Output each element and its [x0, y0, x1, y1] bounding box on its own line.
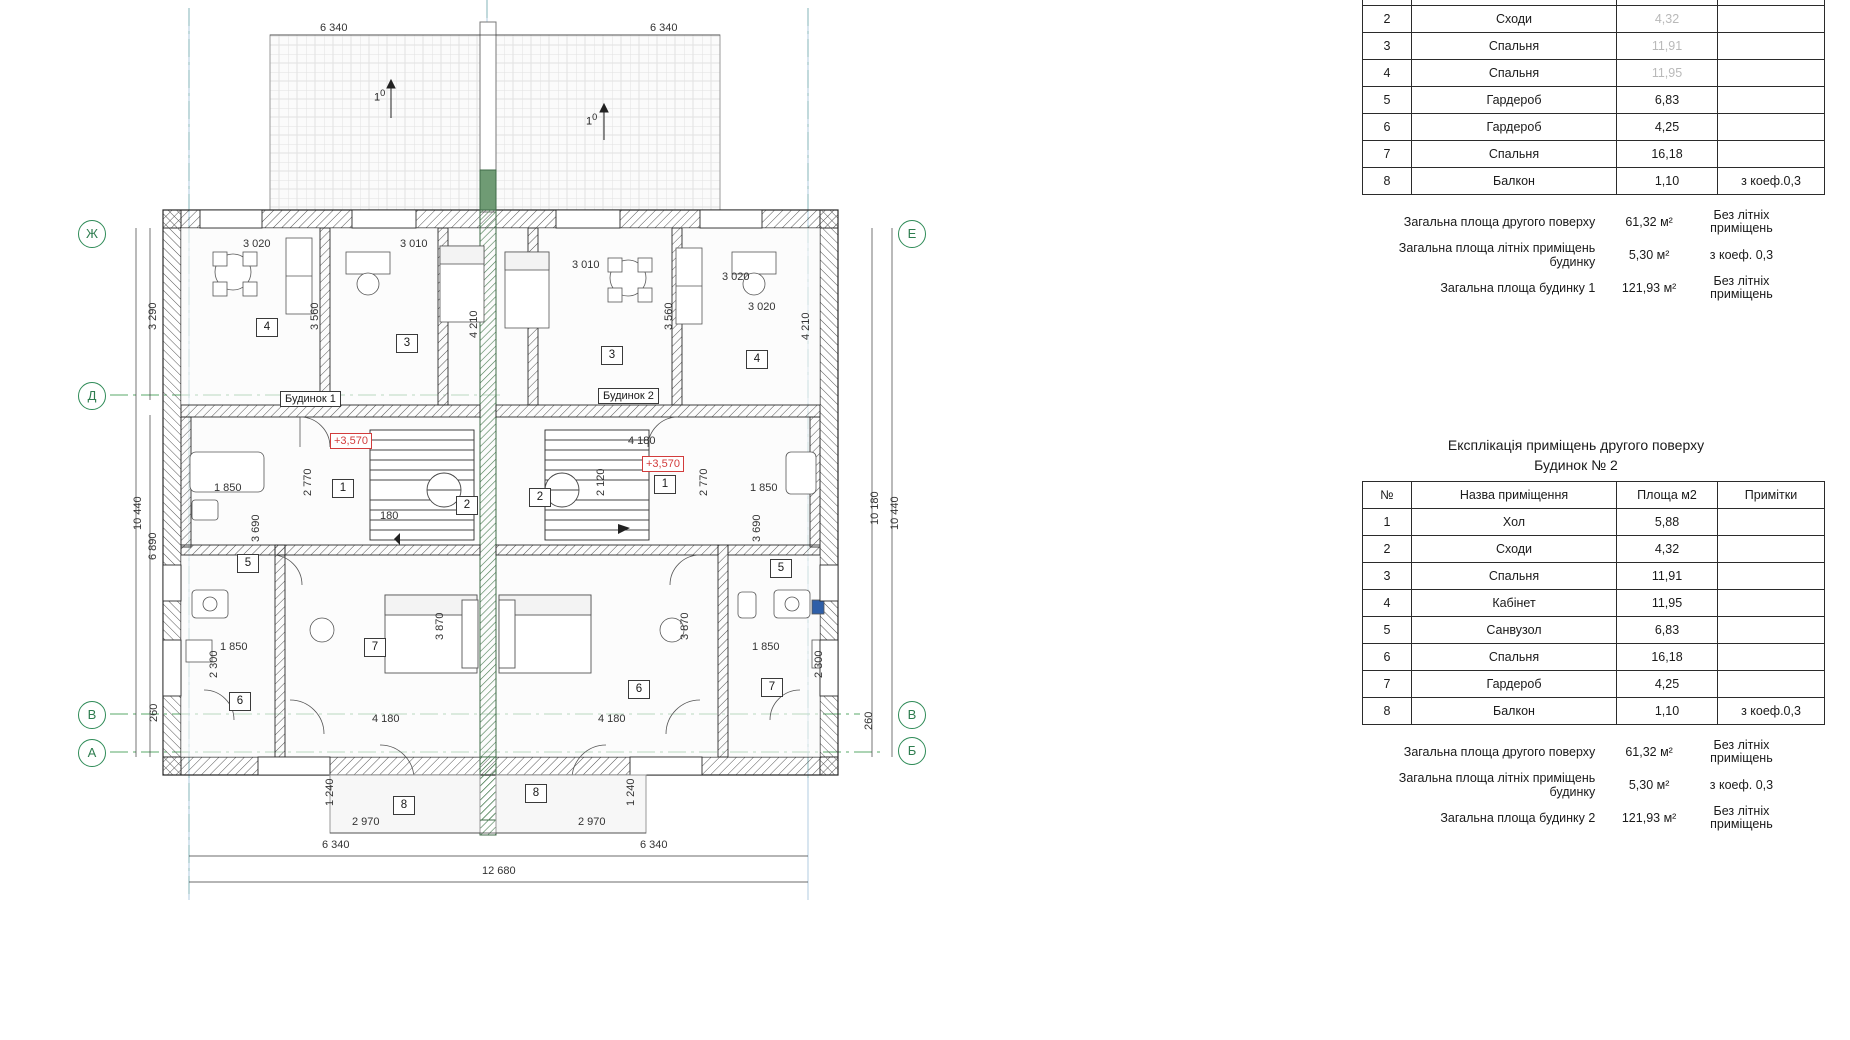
cell-name: Спальня — [1412, 60, 1617, 87]
cell-name: Гардероб — [1412, 114, 1617, 141]
room-number-5a: 5 — [237, 554, 259, 573]
table-row — [1363, 536, 1825, 563]
level-tag-house2: +3,570 — [642, 456, 684, 472]
cell-note — [1718, 644, 1825, 671]
room-number-3b: 3 — [601, 346, 623, 365]
table-row — [1363, 87, 1825, 114]
cell-num: 6 — [1363, 644, 1412, 671]
dim-top-right: 6 340 — [650, 22, 678, 34]
axis-bubble-v-left: В — [78, 701, 106, 729]
cell-num: 4 — [1363, 60, 1412, 87]
summary-row — [1362, 771, 1792, 799]
table-row — [1363, 114, 1825, 141]
cell-note — [1718, 617, 1825, 644]
dim-inner-180: 180 — [380, 510, 399, 522]
room-number-4b: 4 — [746, 350, 768, 369]
cell-area: 4,25 — [1617, 671, 1718, 698]
dim-inner-3020-a: 3 020 — [243, 238, 271, 250]
cell-area: 4,32 — [1617, 6, 1718, 33]
summary-note: Без літніх приміщень — [1710, 208, 1773, 235]
room-number-6a: 6 — [229, 692, 251, 711]
cell-note — [1718, 60, 1825, 87]
summary-value: 61,32 м² — [1625, 215, 1673, 229]
cell-name: Спальня — [1412, 563, 1617, 590]
explication-house-2 — [1362, 435, 1825, 837]
dim-bottom-4180-b: 4 180 — [598, 713, 626, 725]
summary-note: з коеф. 0,3 — [1709, 777, 1774, 792]
summary-row — [1362, 739, 1792, 765]
dim-v-3560-b: 3 560 — [663, 302, 675, 330]
summary-value: 121,93 м² — [1621, 811, 1677, 825]
cell-num: 2 — [1363, 536, 1412, 563]
dim-inner-3020-b: 3 020 — [722, 271, 750, 283]
summary-row — [1362, 209, 1792, 235]
room-number-1b: 1 — [654, 475, 676, 494]
explication-title-2-line1: Експлікація приміщень другого поверху — [1447, 437, 1705, 453]
table-row — [1363, 644, 1825, 671]
dim-v-4210-b: 4 210 — [800, 312, 812, 340]
dim-v-3690-b: 3 690 — [751, 514, 763, 542]
summary-label: Загальна площа другого поверху — [1403, 215, 1596, 229]
summary-row — [1362, 241, 1792, 269]
cell-name: Спальня — [1412, 644, 1617, 671]
cell-num: 8 — [1363, 698, 1412, 725]
explication-house-1 — [1362, 0, 1825, 307]
summary-value: 5,30 м² — [1628, 248, 1670, 262]
dim-bottom-4180-a: 4 180 — [372, 713, 400, 725]
cell-area: 6,83 — [1617, 617, 1718, 644]
axis-bubble-v-right: В — [898, 701, 926, 729]
room-number-2b: 2 — [529, 488, 551, 507]
cell-area: 1,10 — [1617, 168, 1718, 195]
table-row — [1363, 671, 1825, 698]
cell-area: 11,95 — [1617, 60, 1718, 87]
cell-note: з коеф.0,3 — [1718, 698, 1825, 725]
dim-v-1240-b: 1 240 — [625, 778, 637, 806]
cell-area: 11,95 — [1617, 590, 1718, 617]
cell-area: 4,32 — [1617, 536, 1718, 563]
table-row — [1363, 590, 1825, 617]
cell-note — [1718, 671, 1825, 698]
cell-note — [1718, 33, 1825, 60]
summary-note: з коеф. 0,3 — [1709, 247, 1774, 262]
slope-label-2: $1^0$ — [586, 112, 598, 128]
room-number-7b: 7 — [761, 678, 783, 697]
dim-bottom-2970-b: 2 970 — [578, 816, 606, 828]
table-row — [1363, 617, 1825, 644]
dim-inner-3010-a: 3 010 — [400, 238, 428, 250]
summary-value: 5,30 м² — [1628, 778, 1670, 792]
cell-name: Спальня — [1412, 33, 1617, 60]
cell-num: 8 — [1363, 168, 1412, 195]
dim-inner-1850-b: 1 850 — [750, 482, 778, 494]
house-label-2: Будинок 2 — [598, 388, 659, 404]
dim-v-10180: 10 180 — [869, 491, 881, 525]
summary-row — [1362, 805, 1792, 831]
cell-note — [1718, 141, 1825, 168]
table-row — [1363, 33, 1825, 60]
summary-label: Загальна площа літніх приміщень будинку — [1398, 241, 1596, 269]
summary-label: Загальна площа будинку 2 — [1440, 811, 1596, 825]
cell-name: Гардероб — [1412, 671, 1617, 698]
summary-row — [1362, 275, 1792, 301]
dim-inner-1850-c: 1 850 — [220, 641, 248, 653]
table-row — [1363, 168, 1825, 195]
table-row — [1363, 6, 1825, 33]
summary-value: 121,93 м² — [1621, 281, 1677, 295]
table-header-row — [1363, 482, 1825, 509]
dim-v-2300-b: 2 300 — [813, 650, 825, 678]
cell-name: Санвузол — [1412, 617, 1617, 644]
room-number-3a: 3 — [396, 334, 418, 353]
room-number-5b: 5 — [770, 559, 792, 578]
dim-v-3870-a: 3 870 — [434, 612, 446, 640]
cell-area: 16,18 — [1617, 141, 1718, 168]
dim-v-10440-l: 10 440 — [132, 496, 144, 530]
axis-bubble-b: Б — [898, 737, 926, 765]
cell-num: 6 — [1363, 114, 1412, 141]
cell-area: 11,91 — [1617, 563, 1718, 590]
cell-name: Гардероб — [1412, 87, 1617, 114]
dim-v-3290: 3 290 — [147, 302, 159, 330]
summary-house-2 — [1362, 739, 1792, 831]
summary-note: Без літніх приміщень — [1710, 738, 1773, 765]
dim-inner-3010-b: 3 010 — [572, 259, 600, 271]
dim-v-1240-a: 1 240 — [324, 778, 336, 806]
table-row — [1363, 563, 1825, 590]
cell-area: 6,83 — [1617, 87, 1718, 114]
cell-area: 1,10 — [1617, 698, 1718, 725]
dim-v-3870-b: 3 870 — [679, 612, 691, 640]
dim-bottom-total: 12 680 — [482, 865, 516, 877]
dim-v-6890: 6 890 — [147, 532, 159, 560]
axis-bubble-d: Д — [78, 382, 106, 410]
table-row — [1363, 60, 1825, 87]
cell-note — [1718, 563, 1825, 590]
cell-num: 4 — [1363, 590, 1412, 617]
header-area: Площа м2 — [1617, 482, 1718, 509]
house-label-1: Будинок 1 — [280, 391, 341, 407]
cell-num: 2 — [1363, 6, 1412, 33]
header-note: Примітки — [1718, 482, 1825, 509]
dim-bottom-2970-a: 2 970 — [352, 816, 380, 828]
cell-area: 16,18 — [1617, 644, 1718, 671]
cell-name: Балкон — [1412, 698, 1617, 725]
header-num: № — [1363, 482, 1412, 509]
cell-note — [1718, 509, 1825, 536]
cell-note — [1718, 87, 1825, 114]
cell-num: 5 — [1363, 617, 1412, 644]
dim-bottom-6340-a: 6 340 — [322, 839, 350, 851]
dim-v-2770-b: 2 770 — [698, 468, 710, 496]
cell-note — [1718, 114, 1825, 141]
cell-area: 11,91 — [1617, 33, 1718, 60]
dim-inner-4180-top: 4 180 — [628, 435, 656, 447]
room-number-6b: 6 — [628, 680, 650, 699]
dim-v-2120: 2 120 — [595, 468, 607, 496]
room-number-8b: 8 — [525, 784, 547, 803]
staircase-left — [370, 430, 474, 545]
axis-bubble-e: Е — [898, 220, 926, 248]
cell-num: 7 — [1363, 141, 1412, 168]
room-number-1a: 1 — [332, 479, 354, 498]
slope-label-1: $1^0$ — [374, 88, 386, 104]
axis-bubble-a: А — [78, 739, 106, 767]
summary-value: 61,32 м² — [1625, 745, 1673, 759]
room-number-4a: 4 — [256, 318, 278, 337]
cell-name: Сходи — [1412, 6, 1617, 33]
explication-table-2 — [1362, 481, 1825, 725]
level-tag-house1: +3,570 — [330, 433, 372, 449]
dim-inner-3020-c: 3 020 — [748, 301, 776, 313]
room-number-8a: 8 — [393, 796, 415, 815]
dim-inner-1850-d: 1 850 — [752, 641, 780, 653]
dim-v-2300-a: 2 300 — [208, 650, 220, 678]
cell-name: Хол — [1412, 509, 1617, 536]
cell-num: 1 — [1363, 509, 1412, 536]
cell-note — [1718, 6, 1825, 33]
dim-bottom-6340-b: 6 340 — [640, 839, 668, 851]
header-name: Назва приміщення — [1412, 482, 1617, 509]
explication-title-2-line2: Будинок № 2 — [1534, 457, 1618, 473]
cell-num: 7 — [1363, 671, 1412, 698]
explication-table-1 — [1362, 0, 1825, 195]
cell-note — [1718, 590, 1825, 617]
dim-v-3560-a: 3 560 — [309, 302, 321, 330]
room-number-2a: 2 — [456, 496, 478, 515]
dim-v-10440-r: 10 440 — [889, 496, 901, 530]
summary-house-1 — [1362, 209, 1792, 301]
dim-top-left: 6 340 — [320, 22, 348, 34]
cell-num: 3 — [1363, 33, 1412, 60]
cell-name: Сходи — [1412, 536, 1617, 563]
dim-v-4210-a: 4 210 — [468, 310, 480, 338]
summary-label: Загальна площа будинку 1 — [1440, 281, 1596, 295]
dim-inner-1850-a: 1 850 — [214, 482, 242, 494]
cell-area: 5,88 — [1617, 509, 1718, 536]
cell-num: 3 — [1363, 563, 1412, 590]
cell-name: Кабінет — [1412, 590, 1617, 617]
table-row — [1363, 141, 1825, 168]
cell-num: 5 — [1363, 87, 1412, 114]
summary-label: Загальна площа другого поверху — [1403, 745, 1596, 759]
axis-bubble-zh: Ж — [78, 220, 106, 248]
cell-note — [1718, 536, 1825, 563]
dim-v-260-a: 260 — [148, 703, 160, 722]
summary-label: Загальна площа літніх приміщень будинку — [1398, 771, 1596, 799]
table-row — [1363, 698, 1825, 725]
cell-name: Балкон — [1412, 168, 1617, 195]
dim-v-260-b: 260 — [863, 711, 875, 730]
table-row — [1363, 509, 1825, 536]
dim-v-2770-a: 2 770 — [302, 468, 314, 496]
room-number-7a: 7 — [364, 638, 386, 657]
summary-note: Без літніх приміщень — [1710, 274, 1773, 301]
cell-note: з коеф.0,3 — [1718, 168, 1825, 195]
cell-name: Спальня — [1412, 141, 1617, 168]
cell-area: 4,25 — [1617, 114, 1718, 141]
dim-v-3690-a: 3 690 — [250, 514, 262, 542]
summary-note: Без літніх приміщень — [1710, 804, 1773, 831]
